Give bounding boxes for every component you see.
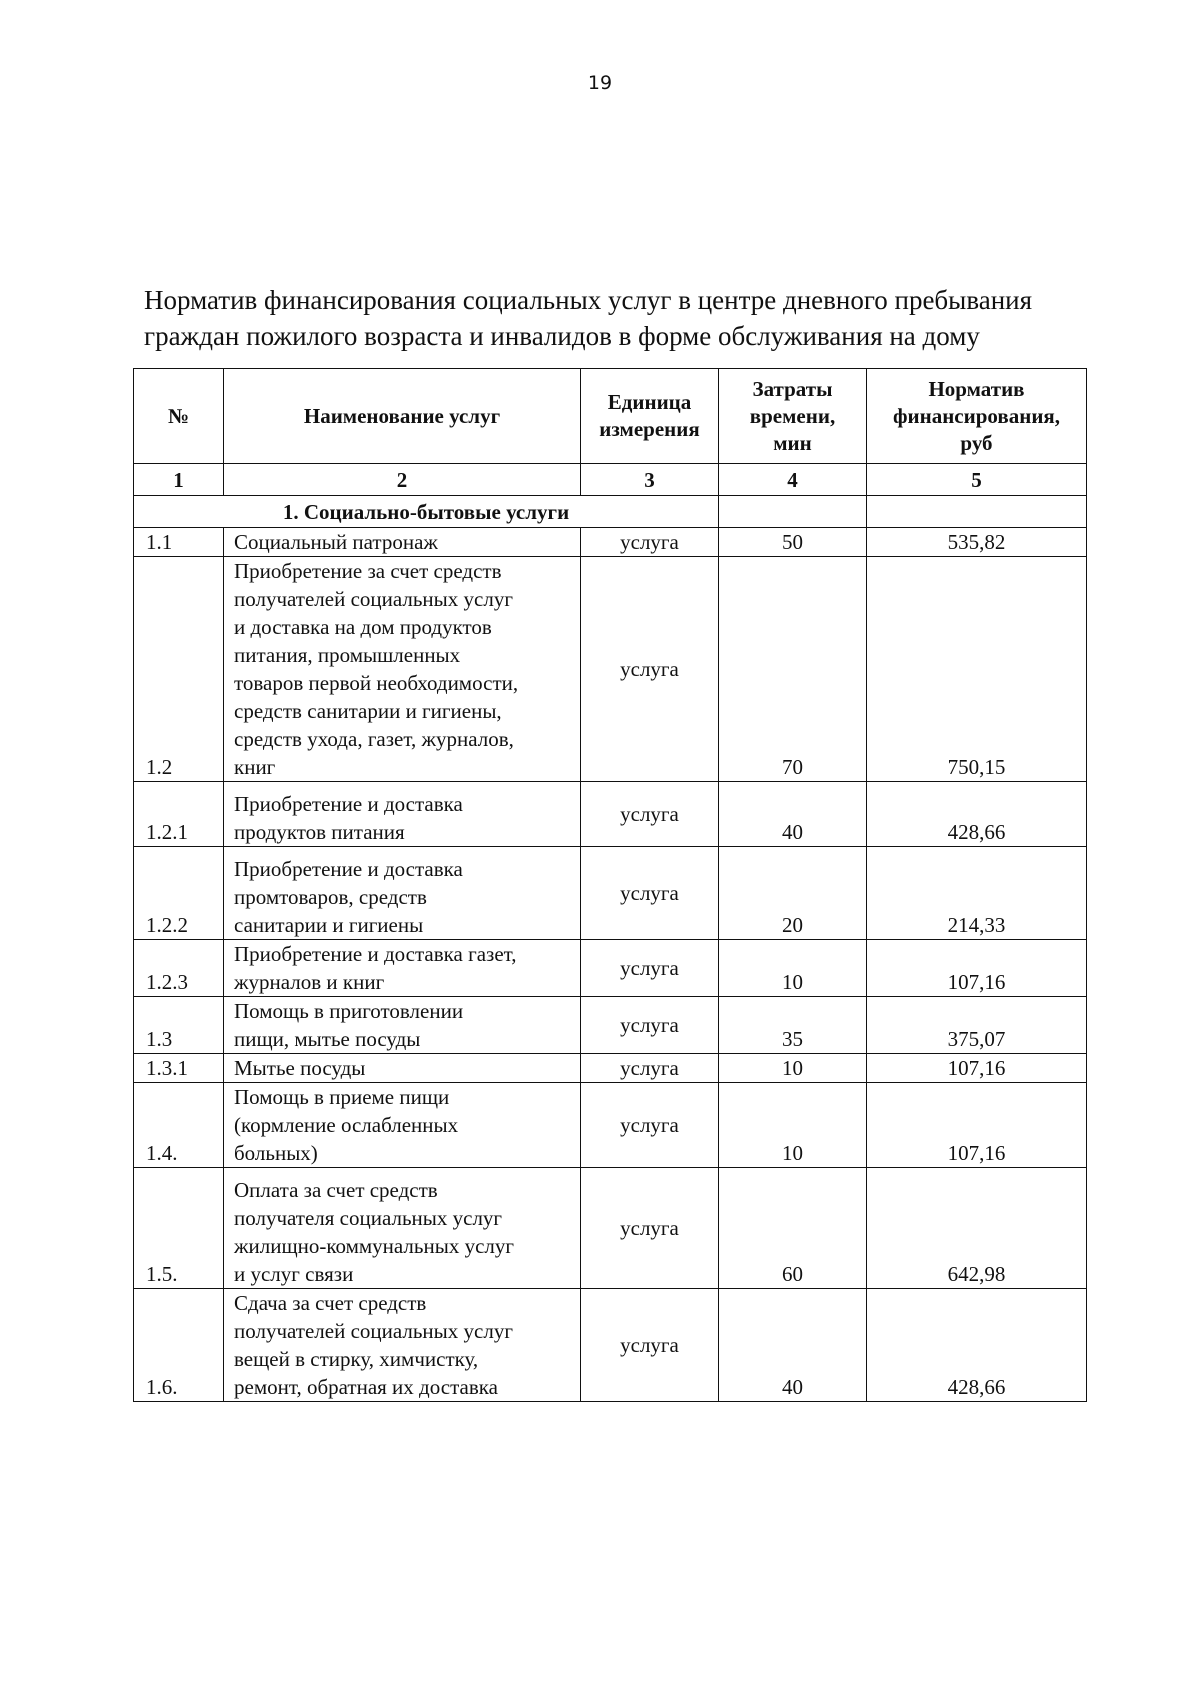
table-row	[134, 997, 1087, 1054]
service-name-line: Приобретение и доставка	[234, 857, 463, 881]
document-title-line: Норматив финансирования социальных услуг в центре дневного пребывания	[144, 285, 1033, 315]
row-norm: 428,66	[867, 782, 1087, 847]
row-time: 35	[719, 997, 867, 1054]
row-service-name	[224, 997, 581, 1054]
row-unit: услуга	[581, 782, 719, 847]
section-row	[134, 496, 1087, 528]
row-number: 1.3.1	[134, 1054, 224, 1083]
header-unit-line: Единица	[607, 390, 692, 414]
row-norm: 107,16	[867, 940, 1087, 997]
table-row	[134, 940, 1087, 997]
service-name-line: и услуг связи	[234, 1262, 354, 1286]
service-name-line: получателей социальных услуг	[234, 587, 513, 611]
row-unit: услуга	[581, 940, 719, 997]
service-name-line: Приобретение и доставка	[234, 792, 463, 816]
column-number-row	[134, 464, 1087, 496]
header-norm	[867, 369, 1087, 464]
row-time: 70	[719, 557, 867, 782]
row-number: 1.2.1	[134, 782, 224, 847]
service-name-line: вещей в стирку, химчистку,	[234, 1347, 479, 1371]
service-name-line: продуктов питания	[234, 820, 405, 844]
financing-norm-table	[133, 368, 1087, 1402]
service-name-line: Помощь в приготовлении	[234, 999, 464, 1023]
service-name-line: получателей социальных услуг	[234, 1319, 513, 1343]
page-number: 19	[587, 72, 613, 94]
row-norm: 107,16	[867, 1054, 1087, 1083]
service-name-line: ремонт, обратная их доставка	[234, 1375, 498, 1399]
service-name-line: питания, промышленных	[234, 643, 461, 667]
row-norm: 107,16	[867, 1083, 1087, 1168]
row-time: 40	[719, 782, 867, 847]
header-service-name: Наименование услуг	[224, 369, 581, 464]
column-number: 5	[867, 464, 1087, 496]
table-row	[134, 782, 1087, 847]
service-name-line: Приобретение за счет средств	[234, 559, 502, 583]
service-name-line: промтоваров, средств	[234, 885, 427, 909]
section-empty-cell	[867, 496, 1087, 528]
row-norm: 535,82	[867, 528, 1087, 557]
row-norm: 214,33	[867, 847, 1087, 940]
header-time-line: времени,	[749, 403, 836, 428]
service-name-line: Приобретение и доставка газет,	[234, 942, 517, 966]
table-row	[134, 1054, 1087, 1083]
service-name-line: больных)	[234, 1141, 318, 1165]
row-number: 1.3	[134, 997, 224, 1054]
row-service-name	[224, 528, 581, 557]
row-norm: 375,07	[867, 997, 1087, 1054]
row-number: 1.1	[134, 528, 224, 557]
service-name-line: и доставка на дом продуктов	[234, 615, 492, 639]
row-service-name	[224, 1168, 581, 1289]
service-name-line: журналов и книг	[234, 970, 385, 994]
row-service-name	[224, 1054, 581, 1083]
service-name-line: книг	[234, 755, 276, 779]
column-number: 1	[134, 464, 224, 496]
header-unit	[581, 369, 719, 464]
header-unit-line: измерения	[599, 417, 700, 441]
header-norm-line: руб	[960, 430, 993, 455]
column-number: 4	[719, 464, 867, 496]
row-service-name	[224, 940, 581, 997]
row-number: 1.2.2	[134, 847, 224, 940]
table-header-row	[134, 369, 1087, 464]
document-title	[144, 282, 1084, 354]
row-number: 1.2	[134, 557, 224, 782]
service-name-line: Помощь в приеме пищи	[234, 1085, 450, 1109]
row-service-name	[224, 1083, 581, 1168]
row-norm: 428,66	[867, 1289, 1087, 1402]
row-unit: услуга	[581, 557, 719, 782]
header-time-line: мин	[773, 430, 812, 455]
service-name-line: средств санитарии и гигиены,	[234, 699, 502, 723]
row-unit: услуга	[581, 997, 719, 1054]
service-name-line: Мытье посуды	[234, 1056, 366, 1080]
row-number: 1.4.	[134, 1083, 224, 1168]
service-name-line: (кормление ослабленных	[234, 1113, 459, 1137]
table-row	[134, 557, 1087, 782]
row-time: 50	[719, 528, 867, 557]
service-name-line: Сдача за счет средств	[234, 1291, 427, 1315]
service-name-line: Социальный патронаж	[234, 530, 438, 554]
section-title: 1. Социально-бытовые услуги	[134, 496, 719, 528]
service-name-line: товаров первой необходимости,	[234, 671, 519, 695]
row-time: 10	[719, 940, 867, 997]
service-name-line: средств ухода, газет, журналов,	[234, 727, 514, 751]
row-time: 10	[719, 1054, 867, 1083]
column-number: 3	[581, 464, 719, 496]
header-time-line: Затраты	[752, 376, 833, 401]
row-unit: услуга	[581, 1054, 719, 1083]
table-row	[134, 1168, 1087, 1289]
service-name-line: санитарии и гигиены	[234, 913, 424, 937]
row-unit: услуга	[581, 847, 719, 940]
service-name-line: пищи, мытье посуды	[234, 1027, 421, 1051]
header-norm-line: финансирования,	[892, 403, 1061, 428]
row-number: 1.5.	[134, 1168, 224, 1289]
table-row	[134, 1289, 1087, 1402]
row-service-name	[224, 847, 581, 940]
row-time: 10	[719, 1083, 867, 1168]
header-number: №	[134, 369, 224, 464]
row-unit: услуга	[581, 1168, 719, 1289]
row-norm: 642,98	[867, 1168, 1087, 1289]
row-time: 20	[719, 847, 867, 940]
service-name-line: Оплата за счет средств	[234, 1178, 438, 1202]
table-row	[134, 1083, 1087, 1168]
row-time: 60	[719, 1168, 867, 1289]
row-unit: услуга	[581, 1289, 719, 1402]
section-empty-cell	[719, 496, 867, 528]
service-name-line: жилищно-коммунальных услуг	[234, 1234, 514, 1258]
document-title-line: граждан пожилого возраста и инвалидов в форме обслуживания на дому	[144, 321, 980, 351]
table-row	[134, 847, 1087, 940]
table-row	[134, 528, 1087, 557]
row-number: 1.2.3	[134, 940, 224, 997]
row-time: 40	[719, 1289, 867, 1402]
header-time	[719, 369, 867, 464]
row-service-name	[224, 1289, 581, 1402]
row-number: 1.6.	[134, 1289, 224, 1402]
column-number: 2	[224, 464, 581, 496]
row-service-name	[224, 557, 581, 782]
row-unit: услуга	[581, 1083, 719, 1168]
row-unit: услуга	[581, 528, 719, 557]
header-norm-line: Норматив	[928, 376, 1025, 401]
row-norm: 750,15	[867, 557, 1087, 782]
service-name-line: получателя социальных услуг	[234, 1206, 503, 1230]
row-service-name	[224, 782, 581, 847]
